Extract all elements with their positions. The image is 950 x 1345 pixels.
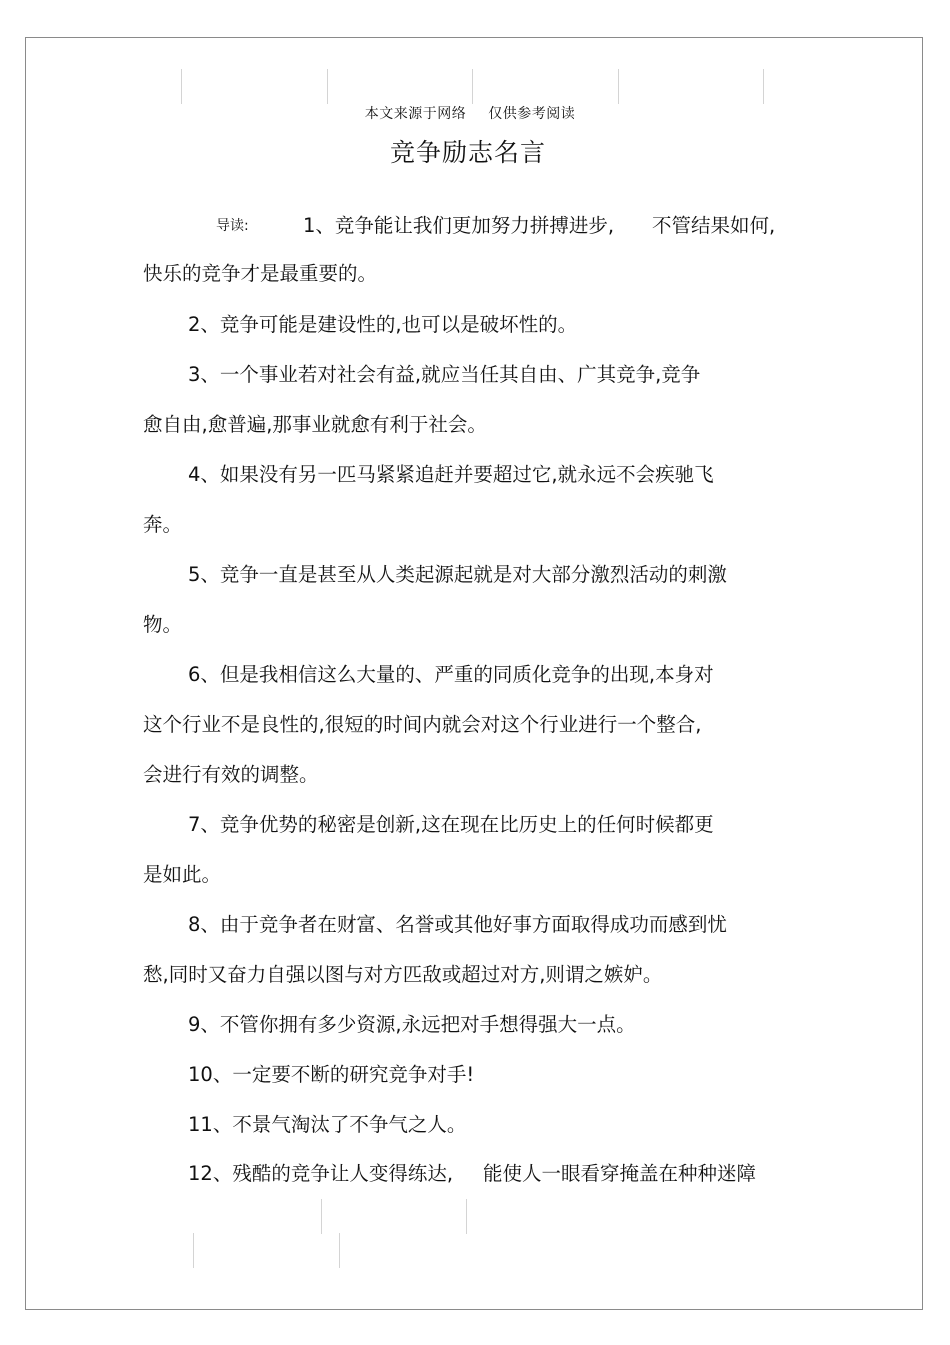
intro-text-a: 1、竞争能让我们更加努力拼搏进步,: [303, 214, 615, 237]
quote-6-line-3: 会进行有效的调整。: [143, 763, 319, 786]
quote-2-line-1: 2、竞争可能是建设性的,也可以是破坏性的。: [188, 313, 578, 336]
quote-10-line-1: 10、一定要不断的研究竞争对手!: [188, 1063, 475, 1086]
quote-5-line-1: 5、竞争一直是甚至从人类起源起就是对大部分激烈活动的刺激: [188, 563, 727, 586]
quote-12-text-a: 12、残酷的竞争让人变得练达,: [188, 1162, 454, 1185]
quote-3-line-2: 愈自由,愈普遍,那事业就愈有利于社会。: [143, 413, 487, 436]
column-rule: [181, 69, 182, 104]
source-note: [0, 103, 940, 123]
quote-4-line-2: 奔。: [143, 513, 183, 536]
quote-9-line-1: 9、不管你拥有多少资源,永远把对手想得强大一点。: [188, 1013, 636, 1036]
quote-7-line-1: 7、竞争优势的秘密是创新,这在现在比历史上的任何时候都更: [188, 813, 714, 836]
quote-5-line-2: 物。: [143, 613, 183, 636]
source-note-origin: 本文来源于网络: [364, 106, 467, 122]
column-rule: [339, 1233, 340, 1268]
quote-4-line-1: 4、如果没有另一匹马紧紧追赶并要超过它,就永远不会疾驰飞: [188, 463, 714, 486]
quote-12-line-1: [188, 1160, 756, 1188]
intro-line-2: 快乐的竞争才是最重要的。: [143, 262, 378, 285]
quote-12-text-b: 能使人一眼看穿掩盖在种种迷障: [483, 1162, 757, 1185]
column-rule: [327, 69, 328, 104]
quote-7-line-2: 是如此。: [143, 863, 222, 886]
document-title: 竞争励志名言: [389, 138, 546, 167]
column-rule: [193, 1233, 194, 1268]
quote-6-line-1: 6、但是我相信这么大量的、严重的同质化竞争的出现,本身对: [188, 663, 714, 686]
column-rule: [466, 1199, 467, 1234]
source-note-disclaimer: 仅供参考阅读: [488, 106, 576, 122]
column-rule: [472, 69, 473, 104]
quote-8-line-1: 8、由于竞争者在财富、名誉或其他好事方面取得成功而感到忧: [188, 913, 727, 936]
quote-3-line-1: 3、一个事业若对社会有益,就应当任其自由、广其竞争,竞争: [188, 363, 701, 386]
column-rule: [618, 69, 619, 104]
quote-6-line-2: 这个行业不是良性的,很短的时间内就会对这个行业进行一个整合,: [143, 713, 702, 736]
intro-text-b: 不管结果如何,: [652, 214, 776, 237]
quote-8-line-2: 愁,同时又奋力自强以图与对方匹敌或超过对方,则谓之嫉妒。: [143, 963, 663, 986]
column-rule: [321, 1199, 322, 1234]
column-rule: [763, 69, 764, 104]
quote-11-line-1: 11、不景气淘汰了不争气之人。: [188, 1113, 467, 1136]
intro-label: 导读:: [216, 218, 249, 234]
